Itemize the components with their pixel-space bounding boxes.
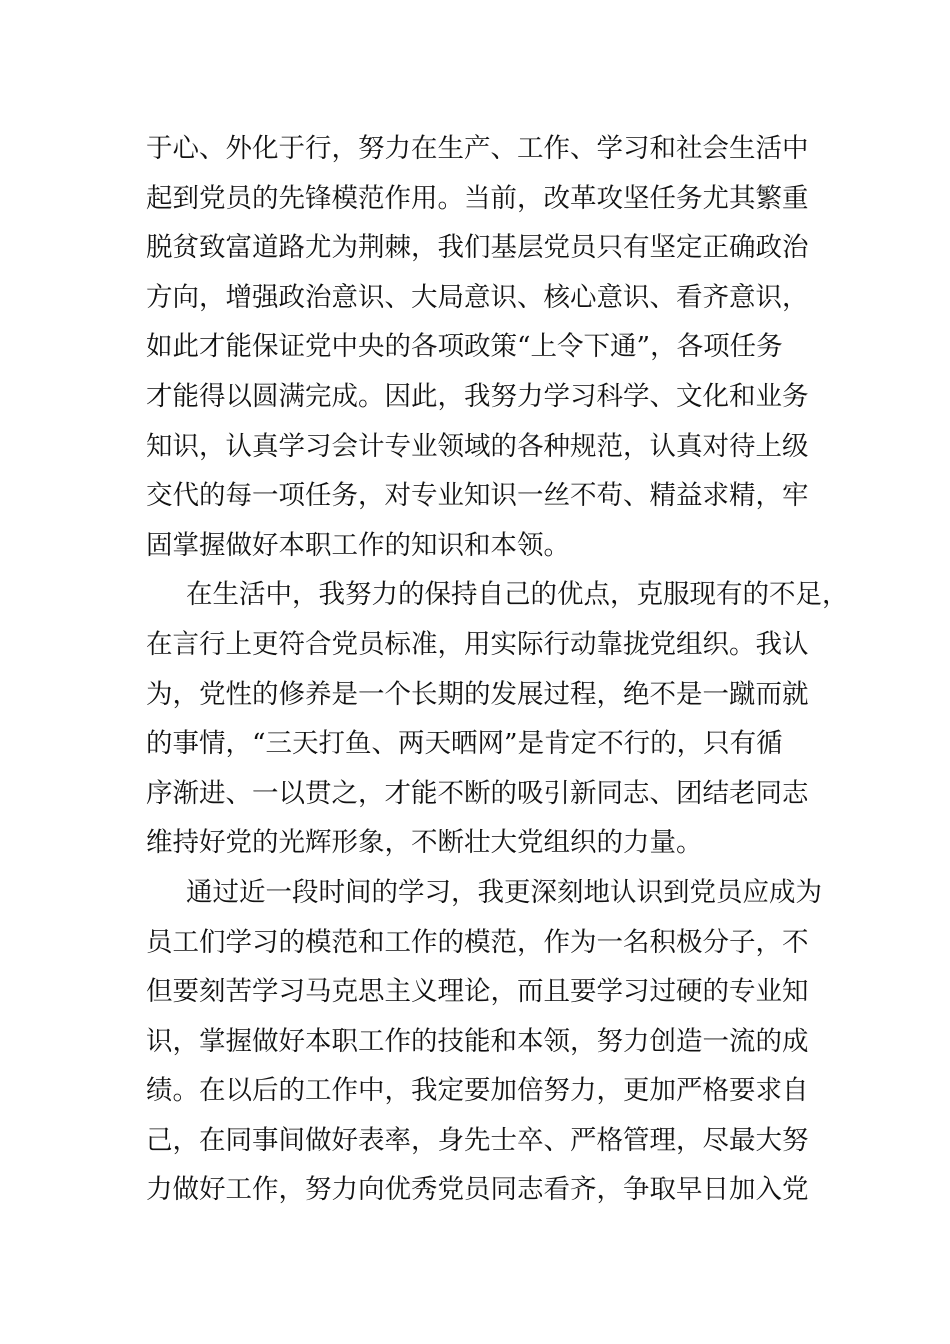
text-line: 序渐进、一以贯之，才能不断的吸引新同志、团结老同志 (146, 777, 809, 809)
text-line: 起到党员的先锋模范作用。当前，改革攻坚任务尤其繁重 (146, 182, 809, 214)
text-line: 于心、外化于行，努力在生产、工作、学习和社会生活中 (146, 133, 809, 164)
text-line: 如此才能保证党中央的各项政策“上令下通”，各项任务 (146, 331, 783, 363)
text-line: 为，党性的修养是一个长期的发展过程，绝不是一蹴而就 (146, 678, 809, 710)
text-line: 才能得以圆满完成。因此，我努力学习科学、文化和业务 (146, 380, 809, 412)
text-line: 脱贫致富道路尤为荆棘，我们基层党员只有坚定正确政治 (146, 232, 809, 264)
paragraph-start-line: 在生活中，我努力的保持自己的优点，克服现有的不足， (186, 579, 849, 611)
text-line: 己，在同事间做好表率，身先士卒、严格管理，尽最大努 (146, 1124, 809, 1156)
text-line: 绩。在以后的工作中，我定要加倍努力，更加严格要求自 (146, 1075, 809, 1107)
text-line: 知识，认真学习会计专业领域的各种规范，认真对待上级 (146, 430, 809, 462)
body-text (146, 124, 849, 1215)
text-line: 方向，增强政治意识、大局意识、核心意识、看齐意识， (146, 281, 809, 313)
text-line: 员工们学习的模范和工作的模范，作为一名积极分子，不 (146, 926, 809, 958)
text-line: 维持好党的光辉形象，不断壮大党组织的力量。 (146, 827, 703, 859)
text-line: 但要刻苦学习马克思主义理论，而且要学习过硬的专业知 (146, 976, 809, 1008)
paragraph-start-line: 通过近一段时间的学习，我更深刻地认识到党员应成为 (186, 876, 822, 908)
text-line: 固掌握做好本职工作的知识和本领。 (146, 529, 570, 561)
text-line: 识，掌握做好本职工作的技能和本领，努力创造一流的成 (146, 1025, 809, 1057)
text-line: 的事情，“三天打鱼、两天晒网”是肯定不行的，只有循 (146, 728, 783, 760)
text-line: 交代的每一项任务，对专业知识一丝不苟、精益求精，牢 (146, 480, 809, 512)
text-line: 在言行上更符合党员标准，用实际行动靠拢党组织。我认 (146, 628, 809, 660)
text-line: 力做好工作，努力向优秀党员同志看齐，争取早日加入党 (146, 1174, 809, 1206)
